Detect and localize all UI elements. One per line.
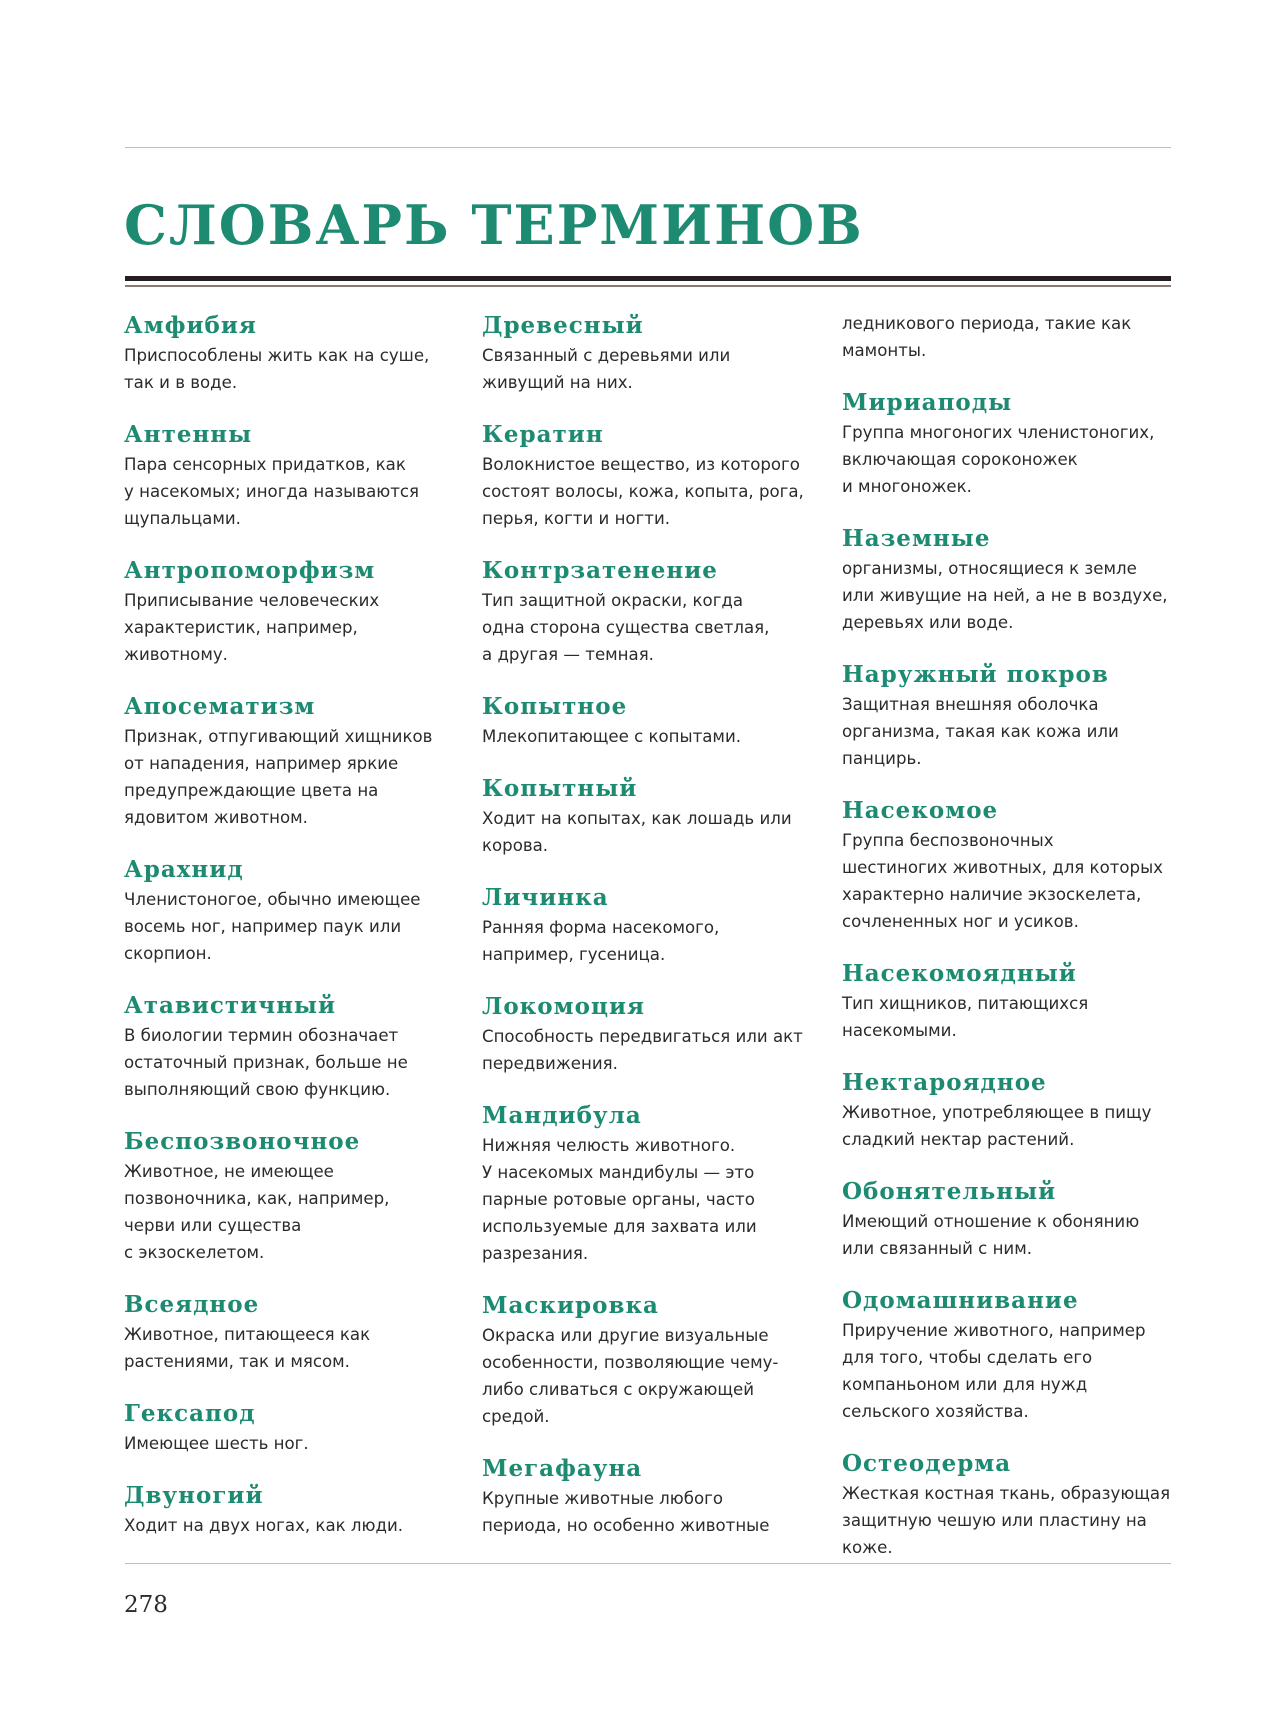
glossary-entry	[842, 958, 1167, 1044]
definition-line: выполняющий свою функцию.	[124, 1080, 391, 1099]
definition-line: Ходит на копытах, как лошадь или	[482, 809, 792, 828]
definition-line: шестиногих животных, для которых	[842, 858, 1164, 877]
definition-line: остаточный признак, больше не	[124, 1053, 408, 1072]
term-heading: Локомоция	[482, 993, 645, 1020]
definition-line: Имеющее шесть ног.	[124, 1434, 309, 1453]
term-definition	[842, 555, 1167, 636]
definition-line: характеристик, например,	[124, 618, 358, 637]
definition-line: Приспособлены жить как на суше,	[124, 346, 430, 365]
term-heading: Антенны	[124, 421, 253, 448]
definition-line: живущий на них.	[482, 373, 633, 392]
definition-line: Членистоногое, обычно имеющее	[124, 890, 421, 909]
term-heading: Наземные	[842, 525, 991, 552]
glossary-entry	[842, 523, 1167, 636]
definition-line: У насекомых мандибулы — это	[482, 1163, 755, 1182]
definition-line: восемь ног, например паук или	[124, 917, 402, 936]
term-definition	[842, 1099, 1167, 1153]
term-definition	[842, 1208, 1167, 1262]
glossary-column-3	[842, 310, 1171, 1584]
glossary-entry	[842, 659, 1167, 772]
term-heading: Древесный	[482, 312, 644, 339]
definition-line: так и в воде.	[124, 373, 238, 392]
definition-line: средой.	[482, 1407, 550, 1426]
definition-line: передвижения.	[482, 1054, 618, 1073]
definition-line: корова.	[482, 836, 549, 855]
page-title: СЛОВАРЬ ТЕРМИНОВ	[124, 193, 864, 257]
definition-line: перья, когти и ногти.	[482, 509, 671, 528]
definition-line: Жесткая костная ткань, образующая	[842, 1484, 1171, 1503]
term-heading: Нектароядное	[842, 1069, 1047, 1096]
top-divider	[125, 147, 1171, 148]
definition-line: Тип защитной окраски, когда	[482, 591, 744, 610]
glossary-entry	[124, 1289, 449, 1375]
term-definition	[124, 1430, 449, 1457]
definition-line: с экзоскелетом.	[124, 1243, 265, 1262]
term-definition	[842, 990, 1167, 1044]
title-underline-thin	[125, 285, 1171, 287]
bottom-divider	[125, 1563, 1171, 1564]
term-heading: Антропоморфизм	[124, 557, 376, 584]
definition-line: организмы, относящиеся к земле	[842, 559, 1137, 578]
definition-line: сладкий нектар растений.	[842, 1130, 1075, 1149]
definition-line: используемые для захвата или	[482, 1217, 757, 1236]
definition-line: коже.	[842, 1538, 893, 1557]
definition-line: Группа многоногих членистоногих,	[842, 423, 1155, 442]
definition-line: Животное, не имеющее	[124, 1162, 334, 1181]
term-definition	[124, 1158, 449, 1266]
entry-continuation	[842, 310, 1167, 364]
term-heading: Мегафауна	[482, 1455, 643, 1482]
definition-line: Имеющий отношение к обонянию	[842, 1212, 1140, 1231]
term-definition	[482, 1023, 807, 1077]
term-heading: Мандибула	[482, 1102, 642, 1129]
definition-line: защитную чешую или пластину на	[842, 1511, 1147, 1530]
glossary-entry	[124, 1126, 449, 1266]
definition-line: организма, такая как кожа или	[842, 722, 1119, 741]
definition-line: разрезания.	[482, 1244, 589, 1263]
glossary-column-1	[124, 310, 449, 1562]
definition-line: компаньоном или для нужд	[842, 1375, 1088, 1394]
glossary-entry	[124, 555, 449, 668]
glossary-entry	[124, 990, 449, 1103]
glossary-entry	[482, 1290, 807, 1430]
definition-line: или связанный с ним.	[842, 1239, 1033, 1258]
definition-line: периода, но особенно животные	[482, 1516, 770, 1535]
definition-line: панцирь.	[842, 749, 922, 768]
definition-line: сочлененных ног и усиков.	[842, 912, 1079, 931]
term-heading: Беспозвоночное	[124, 1128, 361, 1155]
term-heading: Одомашнивание	[842, 1287, 1079, 1314]
definition-line: животному.	[124, 645, 228, 664]
term-definition	[842, 1317, 1167, 1425]
term-definition	[842, 827, 1167, 935]
glossary-entry	[842, 1176, 1167, 1262]
term-definition	[482, 1132, 807, 1267]
term-definition	[124, 1321, 449, 1375]
definition-line: Ранняя форма насекомого,	[482, 918, 720, 937]
glossary-entry	[482, 773, 807, 859]
glossary-column-2	[482, 310, 807, 1562]
term-definition	[124, 886, 449, 967]
term-heading: Кератин	[482, 421, 604, 448]
definition-line: предупреждающие цвета на	[124, 781, 379, 800]
definition-line: и многоножек.	[842, 477, 972, 496]
term-heading: Копытное	[482, 693, 628, 720]
term-definition	[124, 1512, 449, 1539]
glossary-entry	[482, 419, 807, 532]
definition-line: для того, чтобы сделать его	[842, 1348, 1093, 1367]
definition-line: Млекопитающее с копытами.	[482, 727, 742, 746]
definition-line: Связанный с деревьями или	[482, 346, 731, 365]
term-heading: Атавистичный	[124, 992, 337, 1019]
definition-line: ядовитом животном.	[124, 808, 308, 827]
definition-line: В биологии термин обозначает	[124, 1026, 399, 1045]
term-definition	[482, 723, 807, 750]
definition-line: Ходит на двух ногах, как люди.	[124, 1516, 404, 1535]
term-definition	[482, 587, 807, 668]
definition-line: включающая сороконожек	[842, 450, 1078, 469]
definition-line: деревьях или воде.	[842, 613, 1014, 632]
glossary-entry	[124, 1480, 449, 1539]
glossary-entry	[842, 387, 1167, 500]
definition-line: а другая — темная.	[482, 645, 654, 664]
term-heading: Насекомоядный	[842, 960, 1077, 987]
term-heading: Контрзатенение	[482, 557, 718, 584]
term-definition	[124, 1022, 449, 1103]
definition-line: ледникового периода, такие как	[842, 314, 1132, 333]
term-definition	[124, 451, 449, 532]
definition-line: сельского хозяйства.	[842, 1402, 1029, 1421]
definition-line: черви или существа	[124, 1216, 302, 1235]
definition-line: состоят волосы, кожа, копыта, рога,	[482, 482, 804, 501]
definition-line: Нижняя челюсть животного.	[482, 1136, 736, 1155]
term-heading: Апосематизм	[124, 693, 316, 720]
glossary-entry	[842, 1067, 1167, 1153]
term-definition	[842, 310, 1167, 364]
definition-line: например, гусеница.	[482, 945, 666, 964]
definition-line: позвоночника, как, например,	[124, 1189, 390, 1208]
term-heading: Остеодерма	[842, 1450, 1012, 1477]
term-definition	[842, 419, 1167, 500]
glossary-entry	[124, 691, 449, 831]
glossary-entry	[842, 1285, 1167, 1425]
term-heading: Гексапод	[124, 1400, 256, 1427]
glossary-entry	[124, 854, 449, 967]
definition-line: Пара сенсорных придатков, как	[124, 455, 406, 474]
term-definition	[482, 342, 807, 396]
definition-line: Крупные животные любого	[482, 1489, 724, 1508]
term-heading: Копытный	[482, 775, 638, 802]
term-heading: Насекомое	[842, 797, 999, 824]
term-heading: Арахнид	[124, 856, 244, 883]
glossary-entry	[482, 1100, 807, 1267]
glossary-entry	[124, 1398, 449, 1457]
definition-line: щупальцами.	[124, 509, 241, 528]
term-heading: Обонятельный	[842, 1178, 1057, 1205]
glossary-entry	[124, 419, 449, 532]
definition-line: Защитная внешняя оболочка	[842, 695, 1099, 714]
glossary-entry	[482, 555, 807, 668]
definition-line: у насекомых; иногда называются	[124, 482, 419, 501]
glossary-entry	[482, 310, 807, 396]
term-definition	[482, 451, 807, 532]
term-definition	[842, 1480, 1171, 1561]
definition-line: либо сливаться с окружающей	[482, 1380, 754, 1399]
definition-line: Признак, отпугивающий хищников	[124, 727, 433, 746]
definition-line: насекомыми.	[842, 1021, 957, 1040]
term-definition	[482, 1322, 807, 1430]
definition-line: Группа беспозвоночных	[842, 831, 1054, 850]
glossary-entry	[842, 795, 1167, 935]
glossary-entry	[842, 1448, 1171, 1561]
glossary-entry	[124, 310, 449, 396]
definition-line: растениями, так и мясом.	[124, 1352, 350, 1371]
term-heading: Наружный покров	[842, 661, 1109, 688]
page-number: 278	[124, 1592, 168, 1618]
definition-line: скорпион.	[124, 944, 212, 963]
definition-line: Животное, питающееся как	[124, 1325, 371, 1344]
definition-line: Животное, употребляющее в пищу	[842, 1103, 1152, 1122]
glossary-entry	[482, 1453, 807, 1539]
term-heading: Маскировка	[482, 1292, 659, 1319]
definition-line: мамонты.	[842, 341, 927, 360]
definition-line: Приписывание человеческих	[124, 591, 380, 610]
term-heading: Мириаподы	[842, 389, 1013, 416]
definition-line: характерно наличие экзоскелета,	[842, 885, 1142, 904]
term-definition	[482, 914, 807, 968]
term-heading: Двуногий	[124, 1482, 264, 1509]
term-definition	[482, 1485, 807, 1539]
definition-line: Окраска или другие визуальные	[482, 1326, 769, 1345]
definition-line: или живущие на ней, а не в воздухе,	[842, 586, 1168, 605]
term-heading: Всеядное	[124, 1291, 260, 1318]
definition-line: Тип хищников, питающихся	[842, 994, 1089, 1013]
definition-line: Приручение животного, например	[842, 1321, 1146, 1340]
glossary-entry	[482, 691, 807, 750]
term-heading: Амфибия	[124, 312, 257, 339]
definition-line: от нападения, например яркие	[124, 754, 399, 773]
definition-line: одна сторона существа светлая,	[482, 618, 770, 637]
definition-line: Способность передвигаться или акт	[482, 1027, 803, 1046]
definition-line: особенности, позволяющие чему-	[482, 1353, 779, 1372]
term-definition	[482, 805, 807, 859]
term-definition	[842, 691, 1167, 772]
term-definition	[124, 587, 449, 668]
definition-line: парные ротовые органы, часто	[482, 1190, 755, 1209]
term-definition	[124, 342, 449, 396]
term-heading: Личинка	[482, 884, 609, 911]
term-definition	[124, 723, 449, 831]
title-underline-thick	[125, 276, 1171, 281]
definition-line: Волокнистое вещество, из которого	[482, 455, 800, 474]
glossary-entry	[482, 882, 807, 968]
glossary-entry	[482, 991, 807, 1077]
